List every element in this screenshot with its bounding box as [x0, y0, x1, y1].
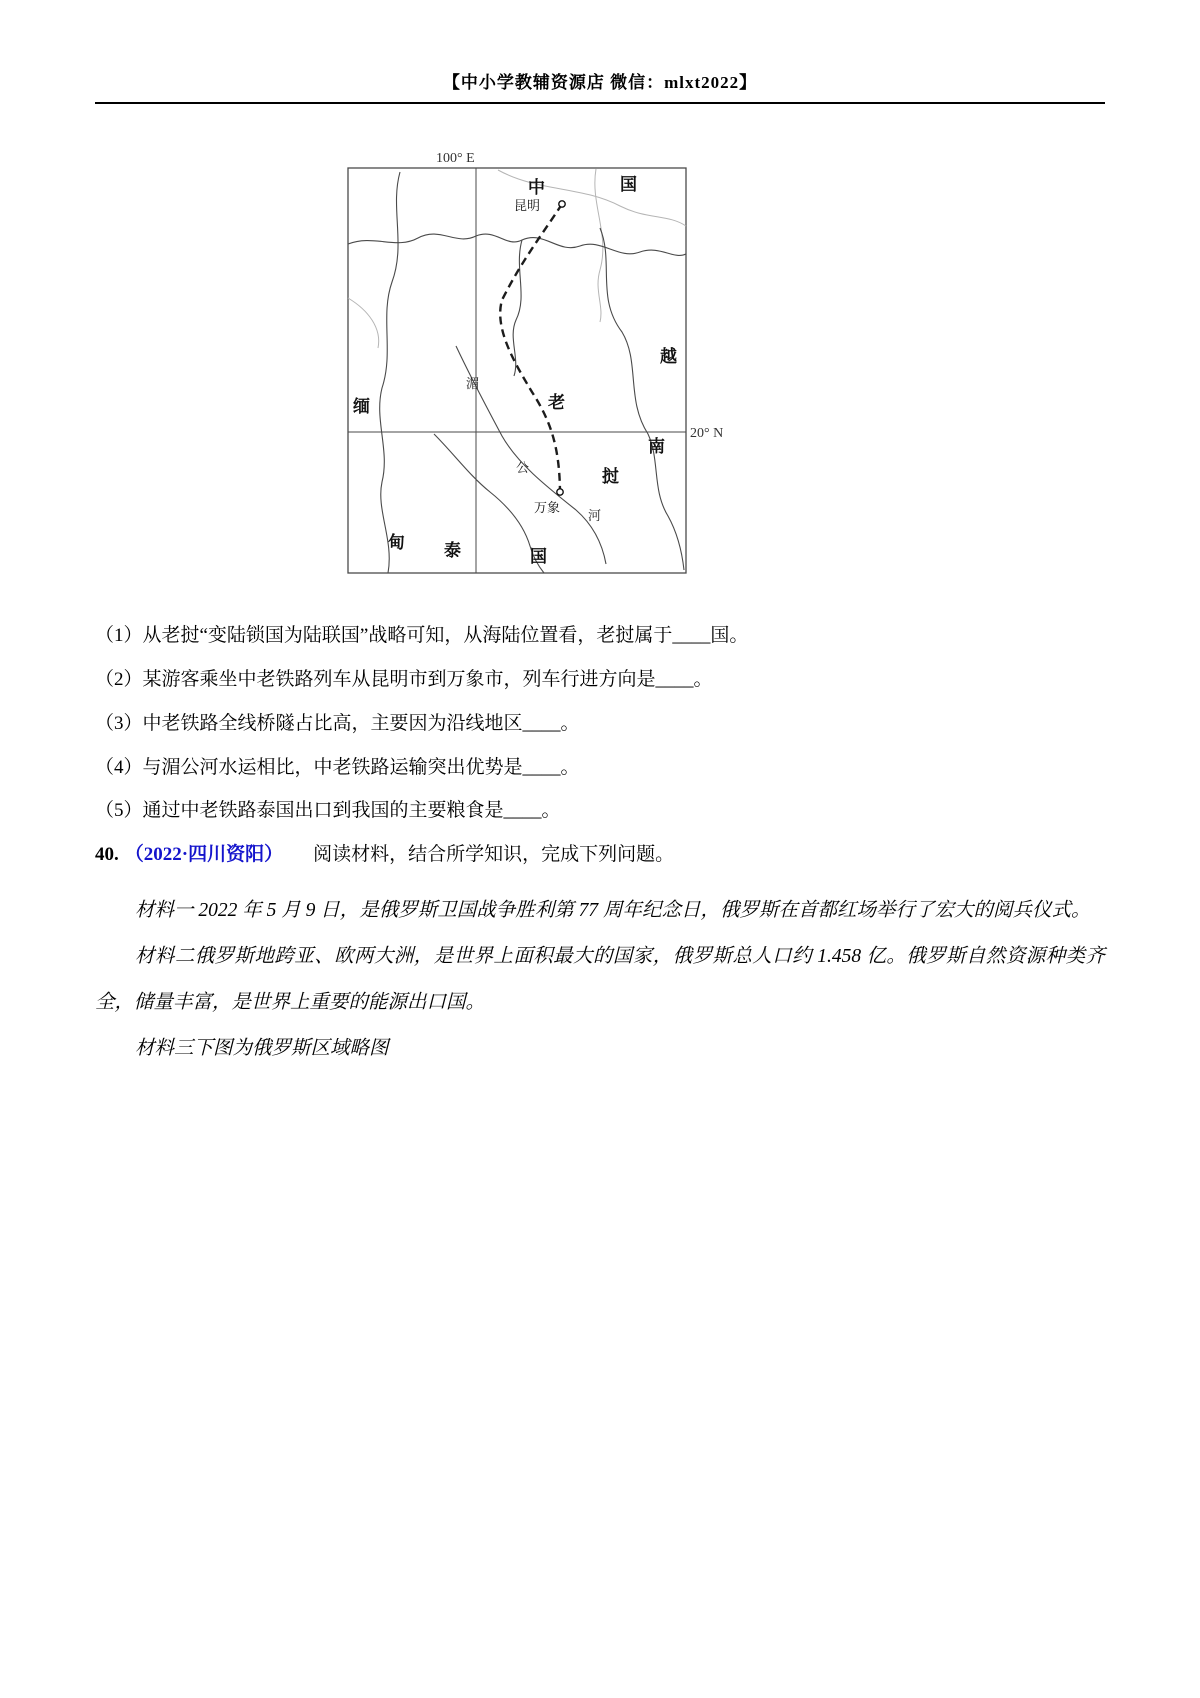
question-1: （1）从老挝“变陆锁国为陆联国”战略可知，从海陆位置看，老挝属于____国。	[95, 625, 749, 646]
vientiane-city-marker	[557, 489, 563, 495]
map-frame	[348, 168, 686, 573]
material-3: 材料三下图为俄罗斯区域略图	[135, 1038, 389, 1060]
border-laos-north	[513, 240, 522, 376]
map-figure	[338, 148, 758, 583]
meridian-100e-label: 100° E	[436, 151, 475, 166]
map-label-mekong-1: 湄	[466, 376, 480, 391]
border-china-south	[348, 234, 686, 255]
map-label-vientiane: 万象	[534, 500, 561, 515]
map-label-vietnam-1: 越	[660, 347, 677, 366]
parallel-20n-label: 20° N	[690, 426, 724, 441]
river-line	[348, 298, 379, 348]
map-label-china-1: 中	[528, 178, 545, 197]
question-list	[95, 625, 1105, 822]
map-label-myanmar-2: 甸	[388, 533, 405, 552]
map-label-laos-2: 挝	[602, 467, 619, 486]
map-label-thailand-1: 泰	[444, 541, 461, 560]
header-divider	[95, 102, 1105, 104]
material-2: 材料二俄罗斯地跨亚、欧两大洲，是世界上面积最大的国家，俄罗斯总人口约 1.458 亿。俄罗斯自然资源种类齐全，储量丰富，是世界上重要的能源出口国。	[95, 946, 1105, 1014]
border-myanmar-west	[380, 172, 400, 573]
question-40-stem: 阅读材料，结合所学知识，完成下列问题。	[313, 844, 675, 866]
map-label-mekong-2: 公	[516, 460, 530, 475]
laos-railway-map	[338, 148, 758, 578]
map-label-thailand-2: 国	[530, 547, 547, 566]
question-40-source: （2022·四川资阳）	[124, 844, 284, 866]
question-40	[95, 844, 1105, 866]
map-label-kunming: 昆明	[514, 198, 541, 213]
map-label-laos-1: 老	[548, 393, 565, 412]
question-40-number: 40.	[95, 844, 119, 866]
map-label-mekong-3: 河	[588, 508, 602, 523]
map-label-myanmar-1: 缅	[353, 397, 370, 416]
question-3: （3）中老铁路全线桥隧占比高，主要因为沿线地区____。	[95, 712, 580, 734]
kunming-city-marker	[559, 201, 565, 207]
page-header	[95, 0, 1105, 93]
china-laos-railway-line	[500, 204, 562, 495]
map-label-vietnam-2: 南	[648, 437, 665, 456]
header-title: 【中小学教辅资源店 微信：mlxt2022】	[442, 73, 758, 92]
question-4: （4）与湄公河水运相比，中老铁路运输突出优势是____。	[95, 756, 580, 778]
material-1: 材料一 2022 年 5 月 9 日，是俄罗斯卫国战争胜利第 77 周年纪念日，俄罗斯在首都红场举行了宏大的阅兵仪式。	[135, 900, 1091, 922]
question-2: （2）某游客乘坐中老铁路列车从昆明市到万象市，列车行进方向是____。	[95, 668, 713, 690]
border-laos-vietnam	[600, 228, 684, 570]
map-label-china-2: 国	[620, 175, 637, 194]
question-5: （5）通过中老铁路泰国出口到我国的主要粮食是____。	[95, 800, 561, 822]
